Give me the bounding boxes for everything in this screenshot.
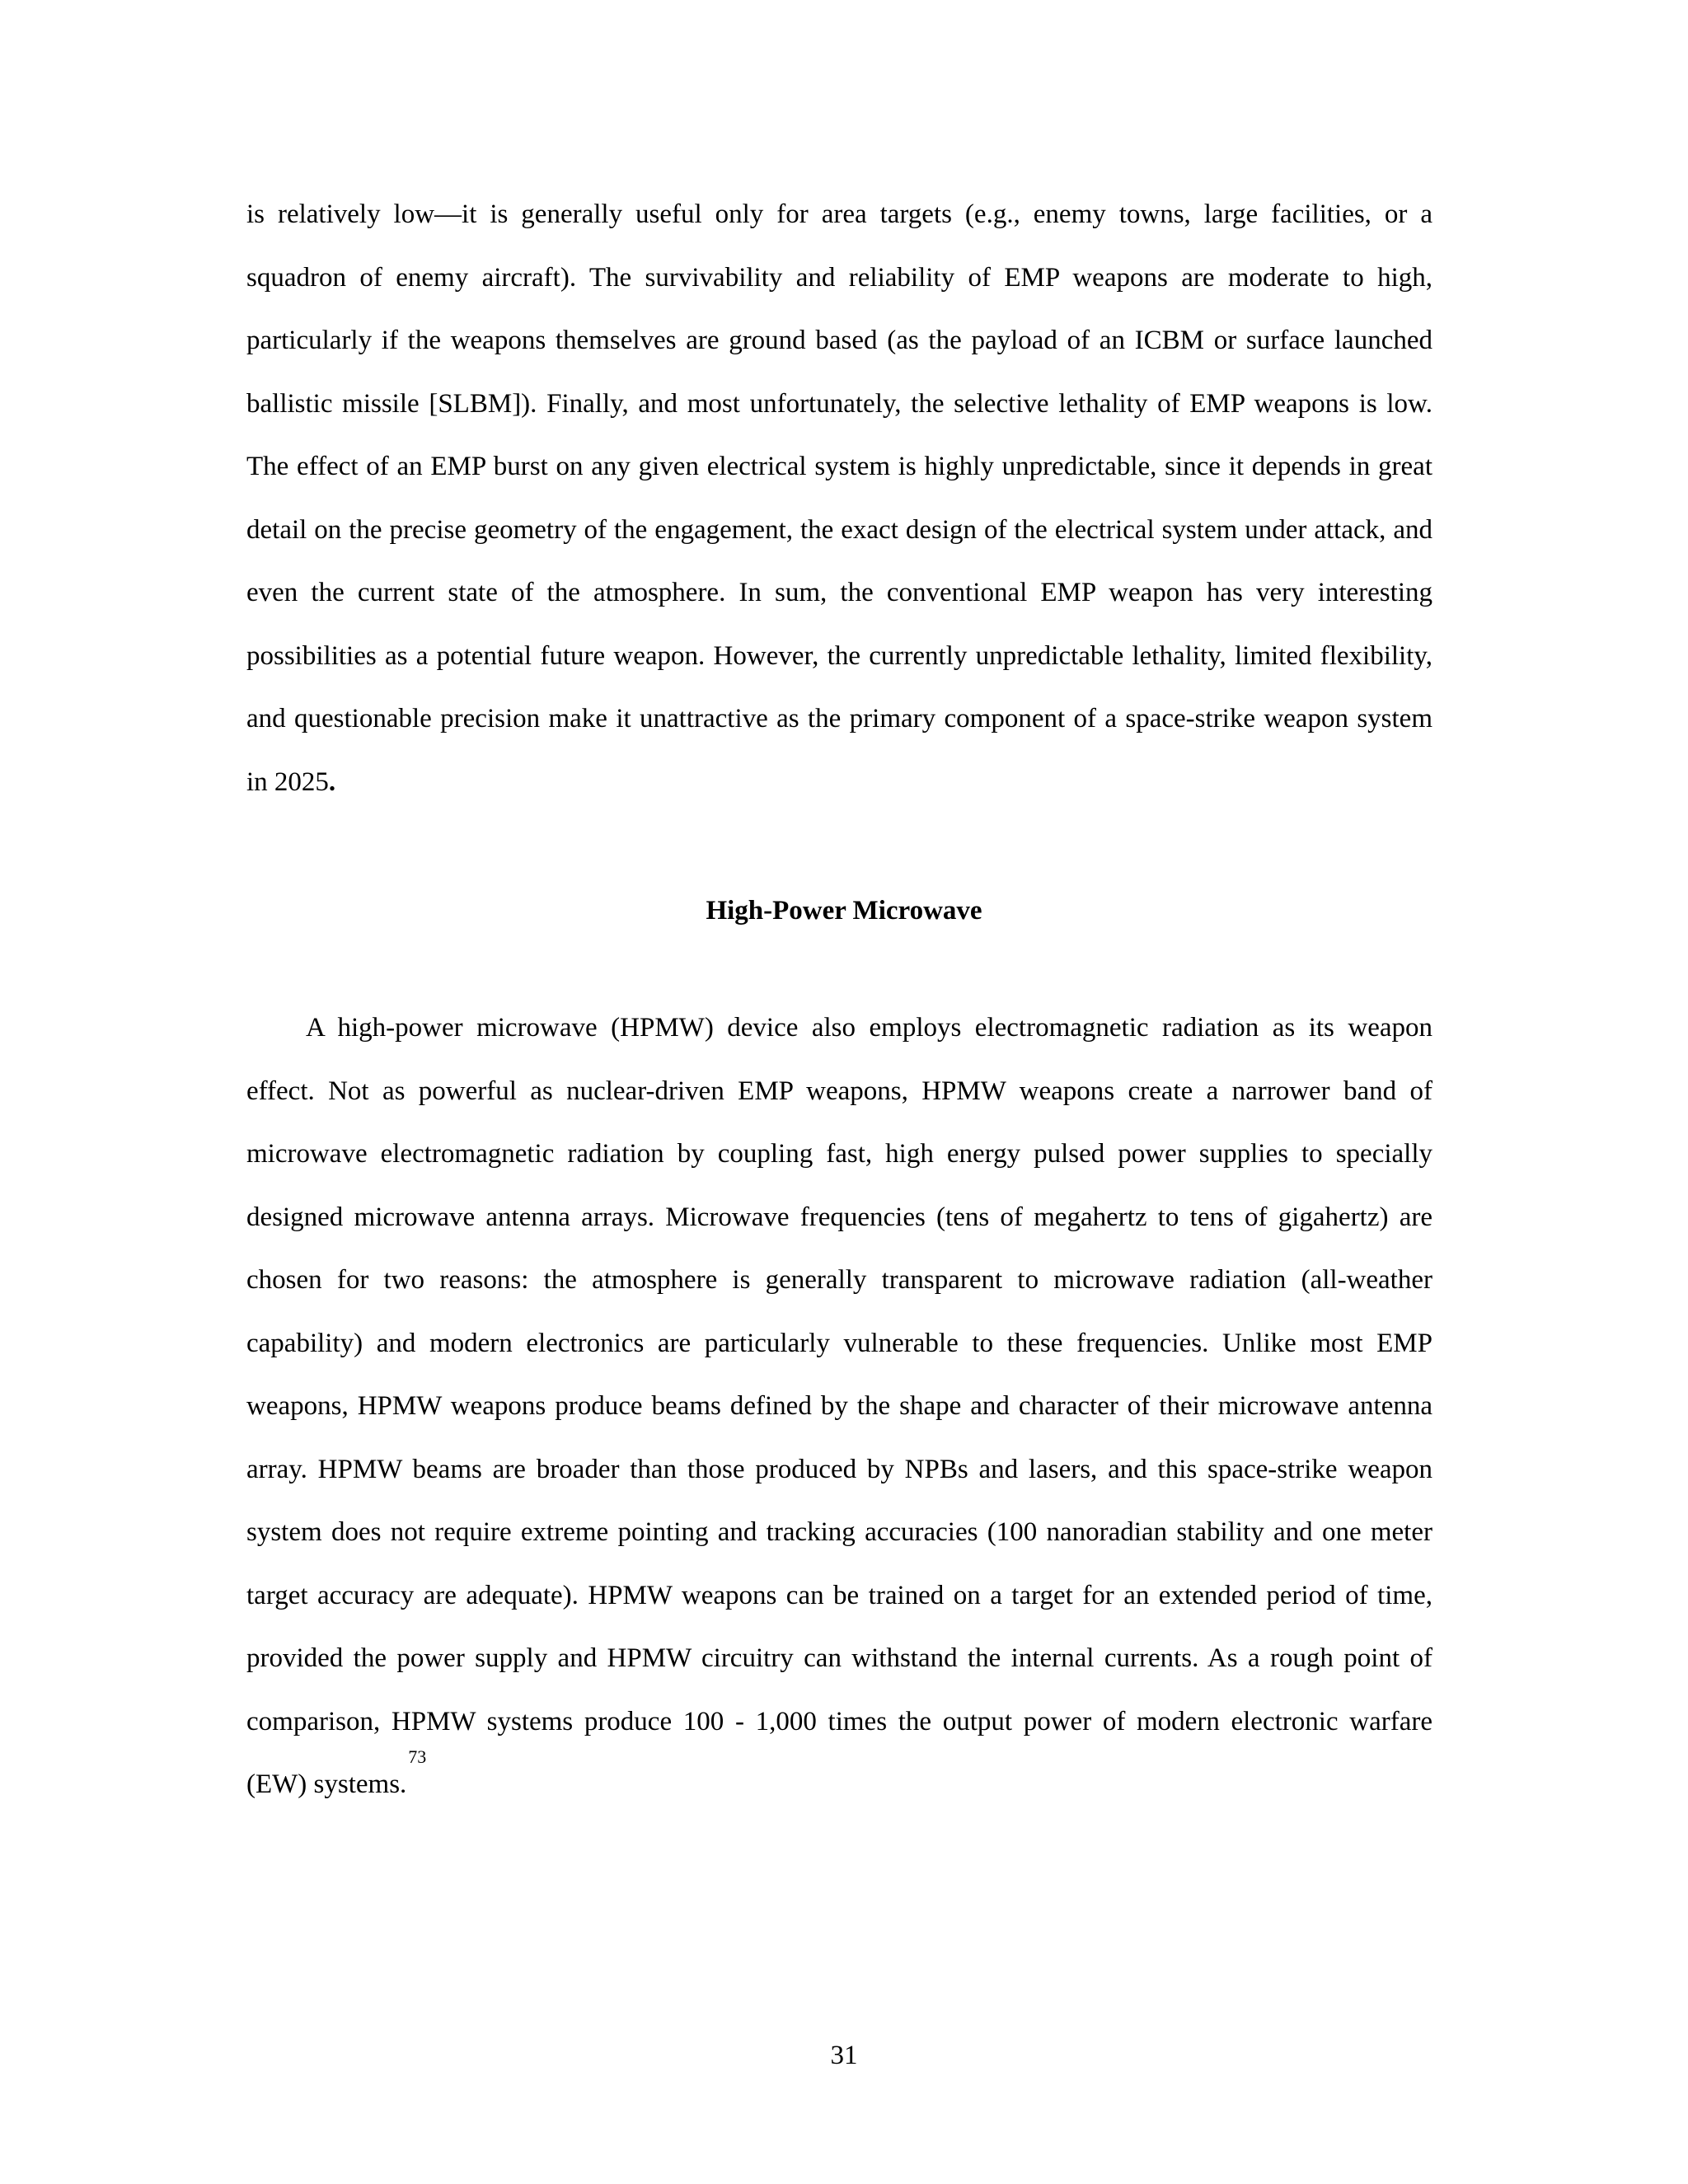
section-heading: High-Power Microwave xyxy=(706,896,982,926)
body-paragraph-emp xyxy=(246,183,1432,813)
page-number: 31 xyxy=(830,2041,858,2070)
paragraph-end-period: . xyxy=(328,766,336,797)
footnote-reference[interactable]: 73 xyxy=(408,1746,427,1767)
paragraph-text: A high-power microwave (HPMW) device also employs electromagnetic radiation as its weapon effect. Not as powerful as nuclear-driven EMP weapons, HPMW weapons create a narrower band of microwave electromagnetic radiation by coupling fast, high energy pulsed power supplies to specially designed microwave antenna arrays. Microwave frequencies (tens of megahertz to tens of gigahertz) are chosen for two reasons: the atmosphere is generally transparent to microwave radiation (all-weather capability) and modern electronics are particularly vulnerable to these frequencies. Unlike most EMP weapons, HPMW weapons produce beams defined by the shape and character of their microwave antenna array. HPMW beams are broader than those produced by NPBs and lasers, and this space-strike weapon system does not require extreme pointing and tracking accuracies (100 nanoradian stability and one meter target accuracy are adequate). HPMW weapons can be trained on a target for an extended period of time, provided the power supply and HPMW circuitry can withstand the internal currents. As a rough point of comparison, HPMW systems produce 100 - 1,000 times the output power of modern electronic warfare (EW) systems. xyxy=(246,1013,1432,1799)
paragraph-text: is relatively low—it is generally useful only for area targets (e.g., enemy towns, large facilities, or a squadron of enemy aircraft). The survivability and reliability of EMP weapons are moderate to high, particularly if the weapons themselves are ground based (as the payload of an ICBM or surface launched ballistic missile [SLBM]). Finally, and most unfortunately, the selective lethality of EMP weapons is low. The effect of an EMP burst on any given electrical system is highly unpredictable, since it depends in great detail on the precise geometry of the engagement, the exact design of the electrical system under attack, and even the current state of the atmosphere. In sum, the conventional EMP weapon has very interesting possibilities as a potential future weapon. However, the currently unpredictable lethality, limited flexibility, and questionable precision make it unattractive as the primary component of a space-strike weapon system in 2025 xyxy=(246,199,1432,797)
body-paragraph-hpmw xyxy=(246,996,1432,1816)
